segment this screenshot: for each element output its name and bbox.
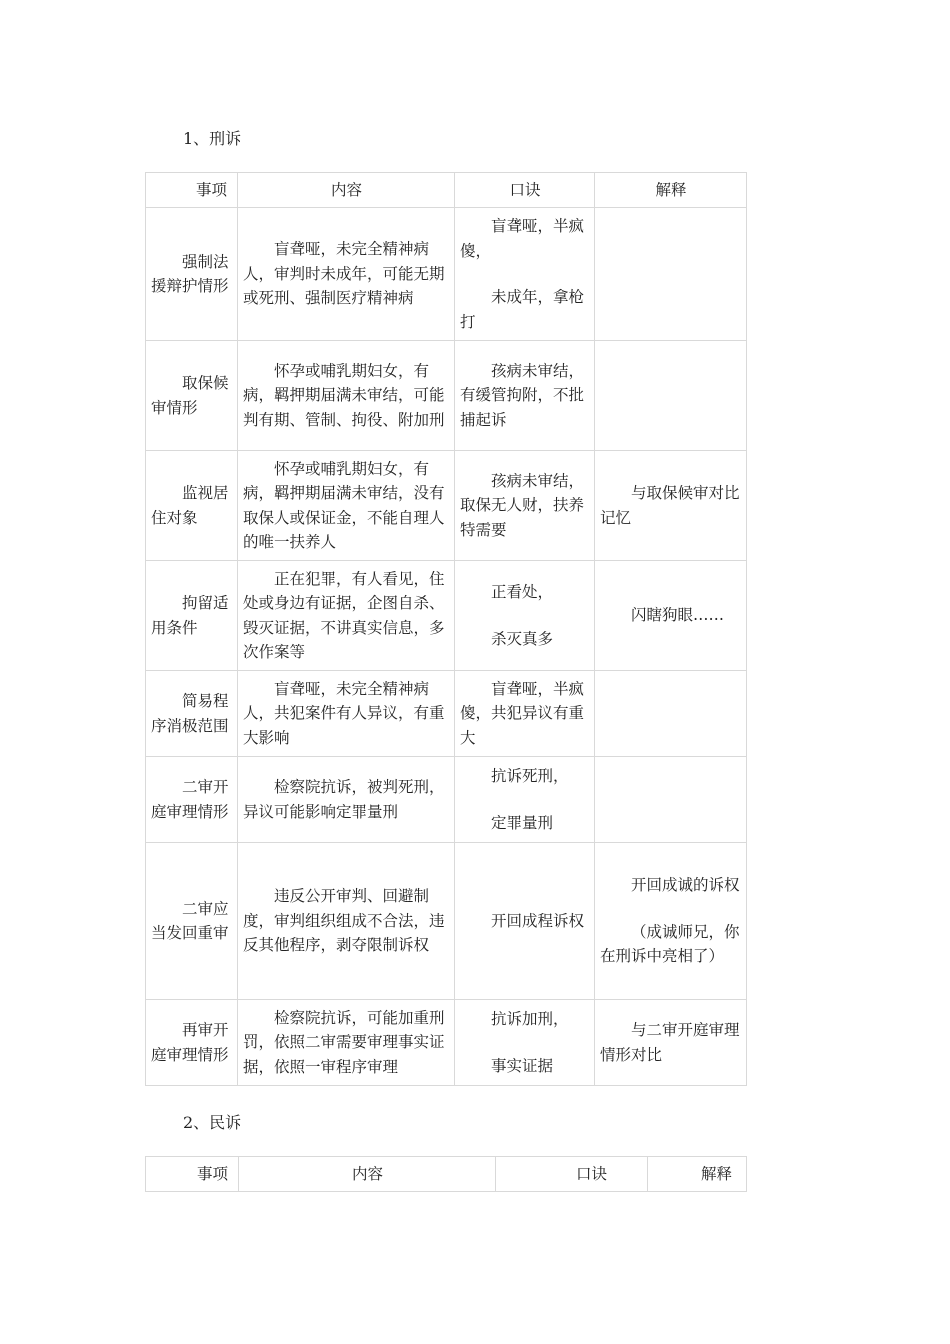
row-explanation: 与取保候审对比记忆 [595,451,747,561]
row-explanation [595,208,747,341]
row-content: 盲聋哑，未完全精神病人，共犯案件有人异议，有重大影响 [238,671,455,757]
row-content: 怀孕或哺乳期妇女，有病，羁押期届满未审结，没有取保人或保证金，不能自理人的唯一扶养人 [238,451,455,561]
row-item: 再审开庭审理情形 [146,1000,238,1086]
row-explanation: 与二审开庭审理情形对比 [595,1000,747,1086]
section-heading-criminal: 1、刑诉 [183,129,242,148]
table-row [146,1000,747,1086]
table-header-row [146,173,747,208]
row-item: 拘留适用条件 [146,561,238,671]
row-item: 简易程序消极范围 [146,671,238,757]
row-explanation [595,757,747,843]
section-heading-civil: 2、民诉 [183,1113,242,1132]
header-item: 事项 [146,1157,239,1192]
header-mnemonic: 口诀 [496,1157,648,1192]
row-content: 正在犯罪，有人看见，住处或身边有证据，企图自杀、毁灭证据，不讲真实信息，多次作案等 [238,561,455,671]
row-mnemonic: 开回成程诉权 [455,843,595,1000]
table-row [146,208,747,341]
row-content: 检察院抗诉，被判死刑，异议可能影响定罪量刑 [238,757,455,843]
header-content: 内容 [239,1157,496,1192]
header-explanation: 解释 [648,1157,747,1192]
row-item: 强制法援辩护情形 [146,208,238,341]
table-row [146,561,747,671]
row-mnemonic: 抗诉死刑， 定罪量刑 [455,757,595,843]
row-content: 怀孕或哺乳期妇女，有病，羁押期届满未审结，可能判有期、管制、拘役、附加刑 [238,341,455,451]
row-explanation [595,671,747,757]
header-mnemonic: 口诀 [455,173,595,208]
header-item: 事项 [146,173,238,208]
row-explanation: 闪瞎狗眼…… [595,561,747,671]
row-content: 盲聋哑，未完全精神病人，审判时未成年，可能无期或死刑、强制医疗精神病 [238,208,455,341]
table-row [146,341,747,451]
row-mnemonic: 盲聋哑，半疯傻， 未成年，拿枪打 [455,208,595,341]
civil-procedure-table [145,1156,747,1192]
row-content: 检察院抗诉，可能加重刑罚，依照二审需要审理事实证据，依照一审程序审理 [238,1000,455,1086]
row-mnemonic: 盲聋哑，半疯傻，共犯异议有重大 [455,671,595,757]
header-explanation: 解释 [595,173,747,208]
row-explanation: 开回成诚的诉权 （成诚师兄，你在刑诉中亮相了） [595,843,747,1000]
table-row [146,843,747,1000]
row-content: 违反公开审判、回避制度，审判组织组成不合法，违反其他程序，剥夺限制诉权 [238,843,455,1000]
table-row [146,451,747,561]
row-explanation [595,341,747,451]
table-row [146,757,747,843]
header-content: 内容 [238,173,455,208]
row-mnemonic: 孩病未审结，取保无人财，扶养特需要 [455,451,595,561]
row-mnemonic: 抗诉加刑， 事实证据 [455,1000,595,1086]
table-header-row [146,1157,747,1192]
row-mnemonic: 正看处， 杀灭真多 [455,561,595,671]
criminal-procedure-table [145,172,747,1086]
row-item: 二审应当发回重审 [146,843,238,1000]
row-item: 二审开庭审理情形 [146,757,238,843]
row-mnemonic: 孩病未审结，有缓管拘附，不批捕起诉 [455,341,595,451]
row-item: 取保候审情形 [146,341,238,451]
row-item: 监视居住对象 [146,451,238,561]
table-row [146,671,747,757]
